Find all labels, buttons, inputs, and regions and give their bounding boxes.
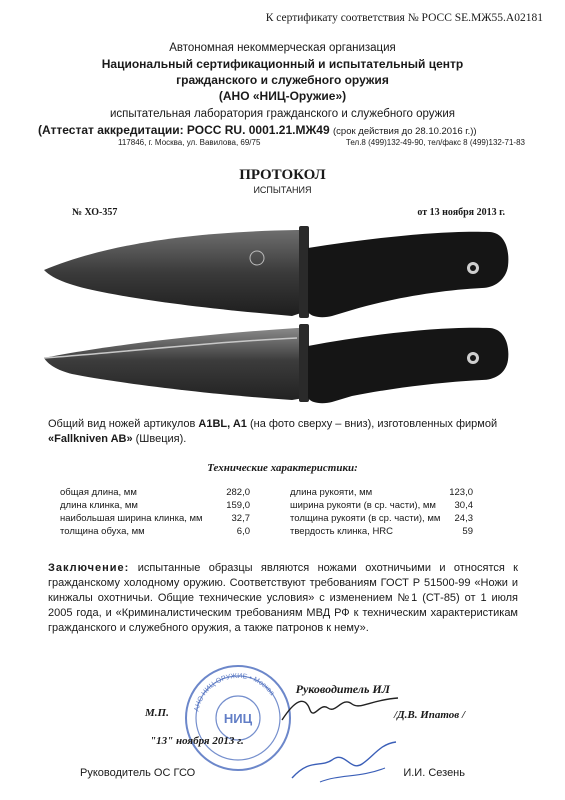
conclusion-header: Заключение: xyxy=(48,562,130,574)
os-head-title: Руководитель ОС ГСО xyxy=(80,767,196,779)
spec-row: твердость клинка, HRC 59 xyxy=(290,526,473,537)
knives-photo xyxy=(42,218,522,408)
svg-text:НИЦ: НИЦ xyxy=(223,711,253,726)
knife-a1bl xyxy=(44,226,508,318)
protocol-number: № ХО-357 xyxy=(72,207,118,218)
accreditation-line xyxy=(38,123,477,137)
org-type: Автономная некоммерческая организация xyxy=(169,42,396,54)
stamp-text: АНО НИЦ-ОРУЖИЕ • Москва xyxy=(193,672,276,713)
conclusion-text: испытанные образцы являются ножами охотничьими и относятся к гражданскому холодному оружию. Соответствуют требованиям ГОСТ Р 51500-99 «Ножи и кинжалы охотничьи. Общие технические условия» с изменением №1 (СТ-85) от 1 июля 2005 года, и «Криминалистическим требованиям МВД РФ к техническим характеристикам гражданского и служебного оружия, а также патронов к нему». xyxy=(48,562,518,634)
specs-title: Технические характеристики: xyxy=(207,462,358,474)
specs-right-column xyxy=(290,487,473,539)
official-stamp xyxy=(183,663,293,773)
os-head-name: И.И. Сезень xyxy=(403,767,465,779)
protocol-date: от 13 ноября 2013 г. xyxy=(417,207,505,218)
phones: Тел.8 (499)132-49-90, тел/факс 8 (499)132-71-83 xyxy=(345,138,525,147)
spec-row: толщина рукояти (в ср. части), мм 24,3 xyxy=(290,513,473,524)
seal-place-label: М.П. xyxy=(145,707,169,719)
head-name: /Д.В. Ипатов / xyxy=(394,709,465,721)
accreditation-number: (Аттестат аккредитации: РОСС RU. 0001.21.МЖ49 xyxy=(38,123,330,137)
svg-text:АНО НИЦ-ОРУЖИЕ • Москва xyxy=(194,673,276,712)
spec-row: наибольшая ширина клинка, мм 32,7 xyxy=(60,513,250,524)
org-abbreviation: (АНО «НИЦ-Оружие») xyxy=(218,89,347,103)
specs-left-column xyxy=(60,487,250,539)
spec-row: длина клинка, мм 159,0 xyxy=(60,500,250,511)
photo-caption: Общий вид ножей артикулов A1BL, A1 (на фото сверху – вниз), изготовленных фирмой «Fallkniven AB» (Швеция). xyxy=(48,418,498,445)
signature-date: "13" ноября 2013 г. xyxy=(150,735,244,747)
knife-a1 xyxy=(44,324,508,403)
certificate-reference: К сертификату соответствия № РОСС SE.МЖ55.А02181 xyxy=(265,12,543,24)
conclusion xyxy=(48,561,518,636)
accreditation-validity: (срок действия до 28.10.2016 г.)) xyxy=(333,126,477,137)
address: 117846, г. Москва, ул. Вавилова, 69/75 xyxy=(118,138,261,147)
spec-row: толщина обуха, мм 6,0 xyxy=(60,526,250,537)
spec-row: общая длина, мм 282,0 xyxy=(60,487,250,498)
protocol-subtitle: ИСПЫТАНИЯ xyxy=(253,185,312,195)
head-title: Руководитель ИЛ xyxy=(295,682,390,696)
signature-sezen xyxy=(290,738,400,788)
protocol-title: ПРОТОКОЛ xyxy=(239,167,326,183)
spec-row: ширина рукояти (в ср. части), мм 30,4 xyxy=(290,500,473,511)
org-name-line-2: гражданского и служебного оружия xyxy=(176,73,389,87)
spec-row: длина рукояти, мм 123,0 xyxy=(290,487,473,498)
org-name-line-1: Национальный сертификационный и испытательный центр xyxy=(101,57,464,71)
lab-name: испытательная лаборатория гражданского и служебного оружия xyxy=(109,108,456,120)
